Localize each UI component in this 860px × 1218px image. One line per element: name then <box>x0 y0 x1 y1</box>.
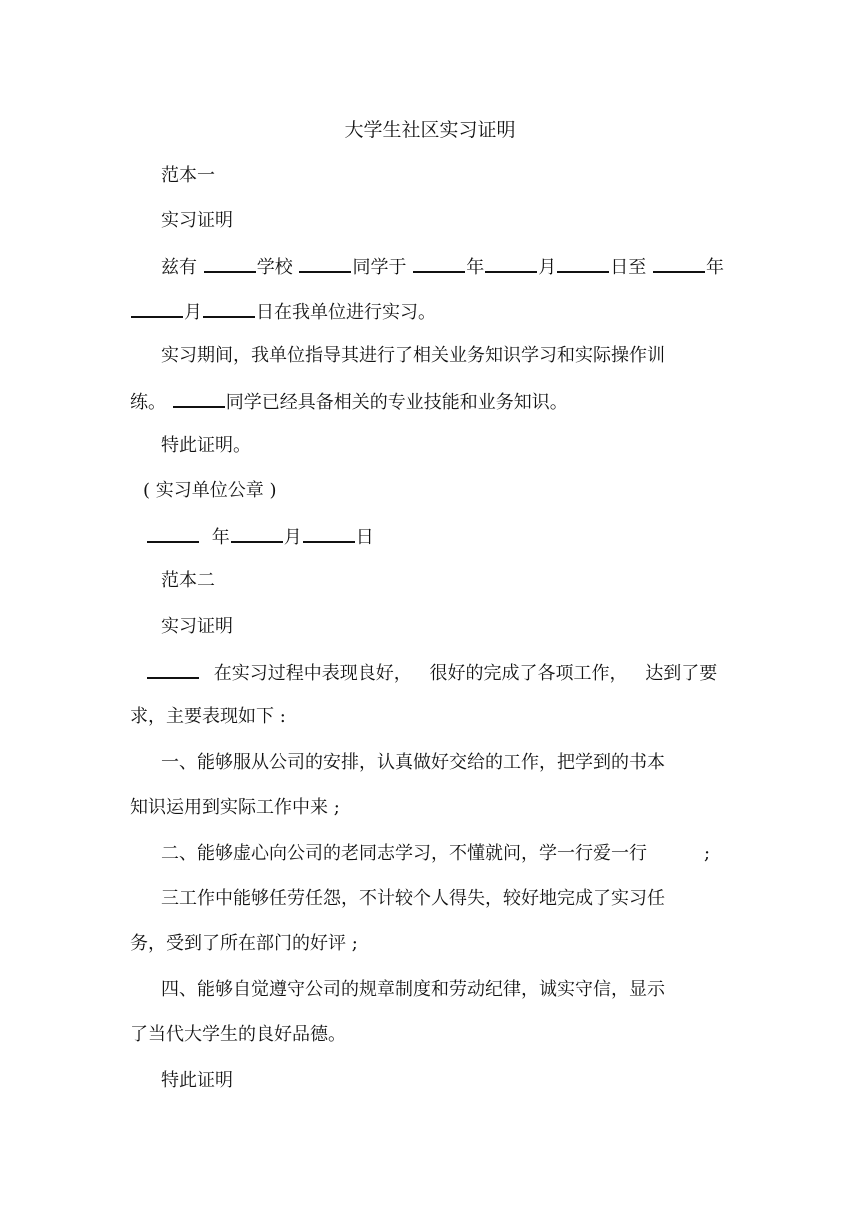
blank-end-year <box>653 253 705 273</box>
text: 日至 <box>610 257 647 278</box>
template2-item1-line2: 知识运用到实际工作中来 ; <box>130 797 340 818</box>
template2-item1-line1: 一、能够服从公司的安排，认真做好交给的工作，把学到的书本 <box>161 752 665 773</box>
template2-heading: 范本二 <box>161 570 215 591</box>
template2-item3-line1: 三工作中能够任劳任怨，不计较个人得失，较好地完成了实习任 <box>161 888 665 909</box>
blank-student-name <box>173 388 225 408</box>
template2-item2-end: ; <box>704 843 711 864</box>
template2-item2-line1: 二、能够虚心向公司的老同志学习，不懂就问，学一行爱一行 <box>161 843 647 864</box>
template2-intro-line1 <box>146 659 717 687</box>
template1-seal: ( 实习单位公章 ) <box>143 480 277 501</box>
blank-start-day <box>557 253 609 273</box>
blank-intern-name <box>147 659 199 679</box>
template1-heading: 范本一 <box>161 165 215 186</box>
template2-cert-title: 实习证明 <box>161 616 233 637</box>
blank-sign-day <box>303 523 355 543</box>
text: 月 <box>184 302 202 323</box>
template2-closing: 特此证明 <box>161 1070 233 1091</box>
text: 年 <box>466 257 485 278</box>
template1-date <box>146 523 374 551</box>
template1-para2-line2 <box>130 388 568 416</box>
template1-para2-line1: 实习期间，我单位指导其进行了相关业务知识学习和实际操作训 <box>161 345 665 366</box>
text: 很好的完成了各项工作， <box>429 663 628 684</box>
template1-line2 <box>130 298 436 326</box>
blank-start-year <box>413 253 465 273</box>
text: 在实习过程中表现良好， <box>213 663 412 684</box>
text: 达到了要 <box>645 663 718 684</box>
template2-intro-line2: 求，主要表现如下 : <box>130 706 286 727</box>
blank-sign-year <box>147 523 199 543</box>
template1-cert-title: 实习证明 <box>161 210 233 231</box>
text: 同学已经具备相关的专业技能和业务知识。 <box>225 392 568 413</box>
blank-start-month <box>485 253 537 273</box>
template1-closing: 特此证明。 <box>161 435 251 456</box>
text: 练。 <box>130 392 166 413</box>
text: 学校 <box>256 257 293 278</box>
text: 月 <box>283 527 302 548</box>
text: 兹有 <box>161 257 197 278</box>
text: 月 <box>538 257 557 278</box>
text: 日在我单位进行实习。 <box>256 302 436 323</box>
blank-sign-month <box>231 523 283 543</box>
template2-item4-line2: 了当代大学生的良好品德。 <box>130 1024 346 1045</box>
blank-end-month <box>131 298 183 318</box>
text: 年 <box>211 527 230 548</box>
blank-school <box>204 253 256 273</box>
template2-item4-line1: 四、能够自觉遵守公司的规章制度和劳动纪律，诚实守信，显示 <box>161 979 665 1000</box>
blank-student <box>299 253 351 273</box>
blank-end-day <box>203 298 255 318</box>
text: 同学于 <box>352 257 407 278</box>
document-title: 大学生社区实习证明 <box>344 119 516 141</box>
text: 日 <box>355 527 374 548</box>
template2-item3-line2: 务，受到了所在部门的好评 ; <box>130 933 358 954</box>
template1-line1 <box>161 253 724 281</box>
text: 年 <box>705 257 724 278</box>
